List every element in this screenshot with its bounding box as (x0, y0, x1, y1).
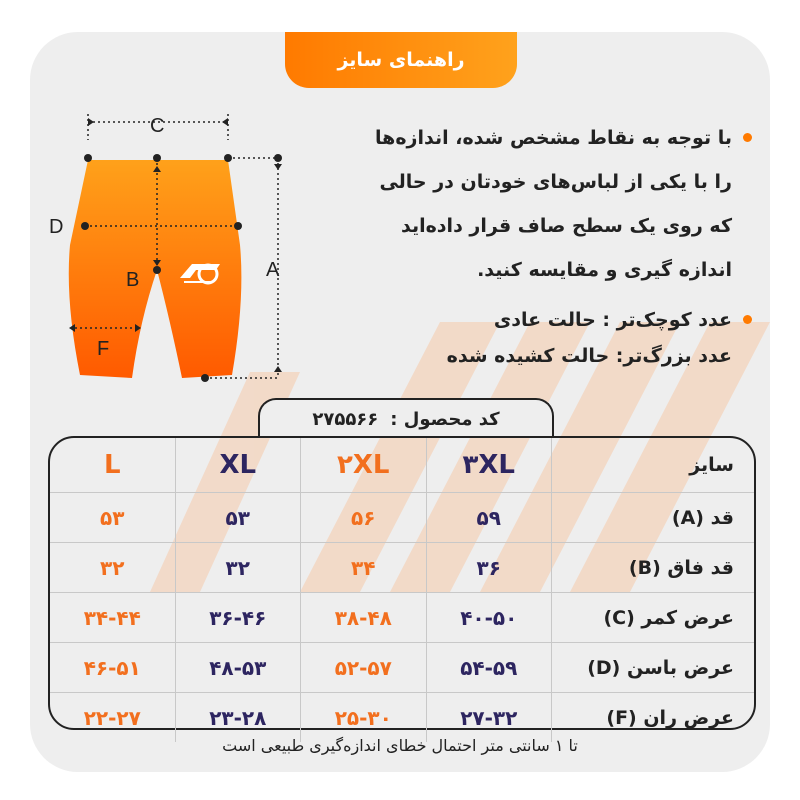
table-cell: ۵۲-۵۷ (301, 643, 427, 692)
note-larger: عدد بزرگ‌تر: حالت کشیده شده (446, 345, 732, 367)
table-cell: ۵۴-۵۹ (427, 643, 553, 692)
table-cell: ۳۶ (427, 543, 553, 592)
table-cell: ۴۸-۵۳ (176, 643, 302, 692)
product-code-label: کد محصول : (390, 408, 500, 430)
table-cell: ۵۹ (427, 493, 553, 542)
size-header: L (50, 438, 176, 492)
product-code-value: ۲۷۵۵۶۶ (312, 408, 379, 430)
row-label: قد فاق (B) (628, 556, 734, 579)
table-cell: ۳۲ (50, 543, 176, 592)
page-title: راهنمای سایز (285, 32, 517, 88)
instruction-line: که روی یک سطح صاف قرار داده‌اید (400, 215, 732, 237)
table-cell: ۴۶-۵۱ (50, 643, 176, 692)
row-label: عرض کمر (C) (603, 606, 734, 629)
table-row (50, 492, 754, 542)
product-code (258, 398, 554, 438)
table-cell: ۵۶ (301, 493, 427, 542)
diagram-label-a: A (266, 259, 280, 281)
table-row (50, 542, 754, 592)
table-cell: ۳۴-۴۴ (50, 593, 176, 642)
table-cell: ۳۴ (301, 543, 427, 592)
table-cell: ۵۳ (176, 493, 302, 542)
size-table (50, 438, 754, 742)
diagram-label-d: D (49, 216, 64, 238)
table-cell: ۴۰-۵۰ (427, 593, 553, 642)
row-label: عرض باسن (D) (587, 656, 734, 679)
table-cell: ۲۵-۳۰ (301, 693, 427, 742)
row-label: عرض ران (F) (606, 706, 734, 729)
table-header-row (50, 438, 754, 492)
row-label: قد (A) (671, 506, 734, 529)
table-row (50, 642, 754, 692)
table-row (50, 692, 754, 742)
instructions (300, 116, 758, 374)
table-cell: ۳۲ (176, 543, 302, 592)
instruction-paragraph (300, 116, 758, 292)
table-cell: ۲۲-۲۷ (50, 693, 176, 742)
diagram-label-f: F (97, 338, 110, 360)
instruction-line: را با یکی از لباس‌های خودتان در حالی (379, 171, 732, 193)
instruction-line: با توجه به نقاط مشخص شده، اندازه‌ها (375, 127, 732, 149)
footer-note: تا ۱ سانتی متر احتمال خطای اندازه‌گیری طبیعی است (222, 736, 578, 755)
instruction-line: اندازه گیری و مقایسه کنید. (477, 259, 732, 281)
number-notes (300, 302, 758, 374)
diagram-label-b: B (126, 269, 140, 291)
table-cell: ۳۶-۴۶ (176, 593, 302, 642)
table-cell: ۵۳ (50, 493, 176, 542)
table-cell: ۲۷-۳۲ (427, 693, 553, 742)
size-header: ۳XL (427, 438, 553, 492)
note-smaller: عدد کوچک‌تر : حالت عادی (493, 309, 732, 331)
table-cell: ۲۳-۲۸ (176, 693, 302, 742)
table-cell: ۳۸-۴۸ (301, 593, 427, 642)
diagram-label-c: C (150, 115, 165, 137)
size-header: XL (176, 438, 302, 492)
bullet-icon (743, 133, 752, 142)
header-size-label: سایز (689, 454, 734, 476)
bullet-icon (743, 315, 752, 324)
shorts-diagram (40, 100, 300, 390)
table-row (50, 592, 754, 642)
size-header: ۲XL (301, 438, 427, 492)
